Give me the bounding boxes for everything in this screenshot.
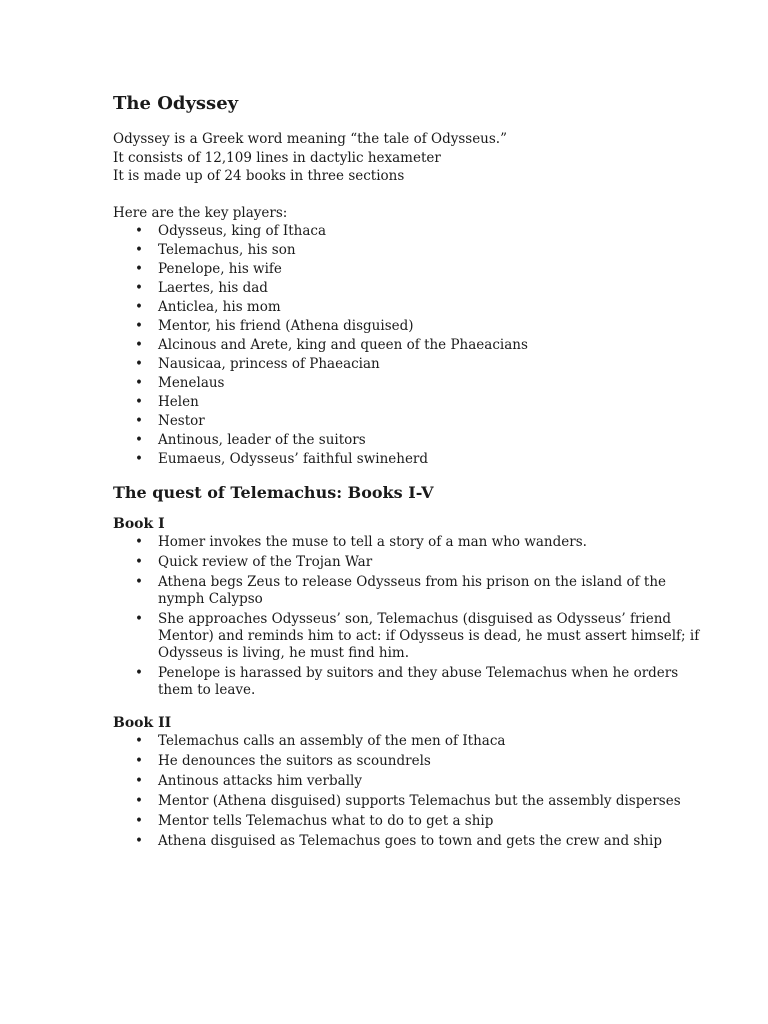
intro-line: It consists of 12,109 lines in dactylic hexameter	[113, 149, 441, 166]
list-item: • Antinous, leader of the suitors	[113, 432, 713, 449]
list-item: • Antinous attacks him verbally	[113, 773, 713, 790]
list-item: • Telemachus, his son	[113, 242, 713, 259]
list-item: • Nestor	[113, 413, 713, 430]
section-heading: The quest of Telemachus: Books I-V	[113, 483, 434, 502]
list-item: • Odysseus, king of Ithaca	[113, 223, 713, 240]
list-item: • She approaches Odysseus’ son, Telemachus (disguised as Odysseus’ friend Mentor) and reminds him to act: if Odysseus is dead, he must assert himself; if Odysseus is living, he must find him.	[113, 611, 713, 662]
book-heading: Book I	[113, 516, 165, 532]
list-item: • Penelope is harassed by suitors and they abuse Telemachus when he orders them to leave.	[113, 665, 713, 699]
list-item: • Mentor tells Telemachus what to do to get a ship	[113, 813, 713, 830]
list-item: • Mentor, his friend (Athena disguised)	[113, 318, 713, 335]
list-item: • He denounces the suitors as scoundrels	[113, 753, 713, 770]
list-item: • Athena begs Zeus to release Odysseus from his prison on the island of the nymph Calypso	[113, 574, 713, 608]
list-item: • Alcinous and Arete, king and queen of the Phaeacians	[113, 337, 713, 354]
list-item: • Homer invokes the muse to tell a story of a man who wanders.	[113, 534, 713, 551]
book-heading: Book II	[113, 715, 172, 731]
list-item: • Eumaeus, Odysseus’ faithful swineherd	[113, 451, 713, 468]
intro-line: It is made up of 24 books in three sections	[113, 168, 405, 184]
list-item: • Penelope, his wife	[113, 261, 713, 278]
intro-paragraph	[113, 130, 713, 186]
list-item: • Nausicaa, princess of Phaeacian	[113, 356, 713, 373]
book-1-list	[113, 534, 713, 699]
book-2-list	[113, 733, 713, 850]
intro-line: Odyssey is a Greek word meaning “the tale of Odysseus.”	[113, 131, 507, 147]
list-item: • Athena disguised as Telemachus goes to town and gets the crew and ship	[113, 833, 713, 850]
list-item: • Helen	[113, 394, 713, 411]
document-title: The Odyssey	[113, 93, 239, 114]
list-item: • Telemachus calls an assembly of the men of Ithaca	[113, 733, 713, 750]
list-item: • Mentor (Athena disguised) supports Telemachus but the assembly disperses	[113, 793, 713, 810]
list-item: • Quick review of the Trojan War	[113, 554, 713, 571]
list-item: • Anticlea, his mom	[113, 299, 713, 316]
key-players-intro: Here are the key players:	[113, 205, 288, 221]
document-page	[113, 92, 713, 853]
key-players-list	[113, 223, 713, 468]
list-item: • Laertes, his dad	[113, 280, 713, 297]
list-item: • Menelaus	[113, 375, 713, 392]
